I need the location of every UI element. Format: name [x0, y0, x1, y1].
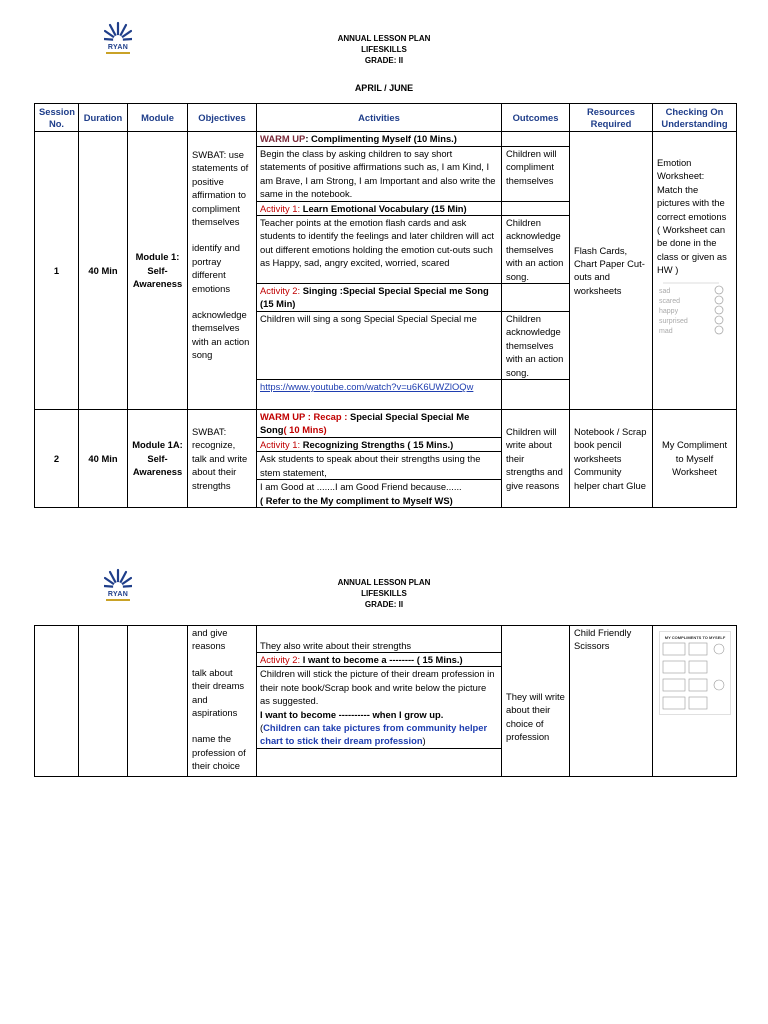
session-2-checking: My Compliment to Myself Worksheet: [653, 409, 737, 507]
col-module: Module: [128, 104, 188, 132]
col-activities: Activities: [257, 104, 502, 132]
session-2-module: Module 1A: Self-Awareness: [128, 409, 188, 507]
activity-2-outcome: Children acknowledge themselves with an action song.: [502, 311, 570, 379]
continuation-outcome: They will write about their choice of profession: [506, 691, 565, 743]
empty-cell: [35, 626, 79, 777]
activity-2-description: Children will sing a song Special Special Special me: [257, 311, 502, 379]
svg-text:happy: happy: [659, 307, 679, 315]
session-1-activity-2: Activity 2: Singing :Special Special Special me Song (15 Min): [257, 284, 502, 312]
col-outcomes: Outcomes: [502, 104, 570, 132]
objective: SWBAT: use statements of positive affirmation to compliment themselves: [192, 149, 249, 228]
song-link-cell: [257, 379, 502, 409]
session-2-duration: 40 Min: [79, 409, 128, 507]
continuation-activity-2-description: Children will stick the picture of their dream profession in their note book/Scrap book and write below the picture as suggested. I want to become ---------- when I grow up. (Children can take pictures from community helper chart to stick their dream profession): [257, 667, 502, 748]
activity-1-description: Teacher points at the emotion flash cards and ask students to identify the feelings and later children will act out different emotions holding the emotion cut-outs such as Happy, sad, angry excited, worried, scared: [257, 216, 502, 284]
outcome-empty: [502, 201, 570, 215]
session-2-warmup: WARM UP : Recap : Special Special Special Me Song( 10 Mins): [257, 409, 502, 437]
page-header: [0, 577, 768, 610]
session-2-activity-1-description: Ask students to speak about their strengths using the stem statement,: [257, 452, 502, 480]
continuation-objectives: [188, 626, 257, 777]
col-resources: Resources Required: [570, 104, 653, 132]
youtube-link[interactable]: https://www.youtube.com/watch?v=u6K6UWZlOQw: [260, 380, 474, 392]
plan-title: ANNUAL LESSON PLAN: [337, 578, 431, 587]
checking-text: Emotion Worksheet: Match the pictures with the correct emotions ( Worksheet can be done in the class or given as HW ): [657, 157, 727, 276]
svg-text:surprised: surprised: [659, 317, 688, 325]
session-2-outcome: Children will write about their strengths and give reasons: [502, 409, 570, 507]
svg-text:sad: sad: [659, 287, 671, 295]
emotion-worksheet-thumbnail: [657, 281, 731, 339]
svg-text:scared: scared: [659, 297, 681, 305]
worksheet-title: MY COMPLIMENTS TO MYSELF: [664, 635, 725, 640]
outcome-empty: [502, 284, 570, 312]
session-1-activity-1: Activity 1: Learn Emotional Vocabulary (15 Min): [257, 201, 502, 215]
outcome-empty: [502, 379, 570, 409]
empty-cell: [79, 626, 128, 777]
session-2-resources: Notebook / Scrap book pencil worksheets Community helper chart Glue: [570, 409, 653, 507]
session-1-objectives: [188, 132, 257, 410]
col-session: Session No.: [35, 104, 79, 132]
session-2-activity-1-details: I am Good at .......I am Good Friend because...... ( Refer to the My compliment to Myself WS): [257, 480, 502, 508]
page-header: [0, 33, 768, 66]
continuation-resources: Child Friendly Scissors: [570, 626, 653, 777]
session-2-activity-1: Activity 1: Recognizing Strengths ( 15 Mins.): [257, 437, 502, 451]
empty-cell: [257, 748, 502, 776]
objective: talk about their dreams and aspirations: [192, 666, 245, 719]
plan-grade: GRADE: II: [364, 56, 404, 65]
lesson-plan-continuation-table: [34, 625, 737, 777]
plan-period: APRIL / JUNE: [354, 83, 414, 93]
empty-cell: [128, 626, 188, 777]
plan-subject: LIFESKILLS: [361, 589, 407, 598]
col-objectives: Objectives: [188, 104, 257, 132]
plan-title: ANNUAL LESSON PLAN: [337, 34, 431, 43]
warmup-description: Begin the class by asking children to say short statements of positive affirmations such as, I am Kind, I am Brave, I am Strong, I am Important and also write the same in the notebook.: [257, 147, 502, 202]
community-helper-note: Children can take pictures from community helper chart to stick their dream profession: [260, 722, 488, 747]
plan-grade: GRADE: II: [364, 600, 404, 609]
session-1-module: Module 1: Self-Awareness: [128, 132, 188, 410]
warmup-label: WARM UP: [260, 133, 306, 144]
warmup-outcome: Children will compliment themselves: [502, 147, 570, 202]
compliment-worksheet-thumbnail: [659, 631, 731, 715]
continuation-strengths: They also write about their strengths: [257, 626, 502, 653]
session-2-objectives: SWBAT: recognize, talk and write about their strengths: [188, 409, 257, 507]
session-1-resources: Flash Cards, Chart Paper Cut-outs and worksheets: [570, 132, 653, 410]
continuation-checking: [653, 626, 737, 777]
session-1-checking: [653, 132, 737, 410]
svg-text:mad: mad: [659, 327, 673, 335]
continuation-outcome-cell: [502, 626, 570, 777]
lesson-plan-table: [34, 103, 737, 508]
col-duration: Duration: [79, 104, 128, 132]
continuation-activity-2: Activity 2: I want to become a -------- ( 15 Mins.): [257, 653, 502, 667]
outcome-empty: [502, 132, 570, 147]
objective: acknowledge themselves with an action song: [192, 309, 250, 361]
objective: identify and portray different emotions: [192, 242, 240, 294]
logo-text: RYAN: [107, 591, 129, 598]
session-2-no: 2: [35, 409, 79, 507]
session-1-warmup: WARM UP: Complimenting Myself (10 Mins.): [257, 132, 502, 147]
col-checking: Checking On Understanding: [653, 104, 737, 132]
session-1-duration: 40 Min: [79, 132, 128, 410]
objective: and give reasons: [192, 627, 228, 652]
plan-subject: LIFESKILLS: [361, 45, 407, 54]
logo-text: RYAN: [107, 44, 129, 51]
session-1-no: 1: [35, 132, 79, 410]
activity-1-outcome: Children acknowledge themselves with an action song.: [502, 216, 570, 284]
objective: name the profession of their choice: [192, 733, 246, 772]
